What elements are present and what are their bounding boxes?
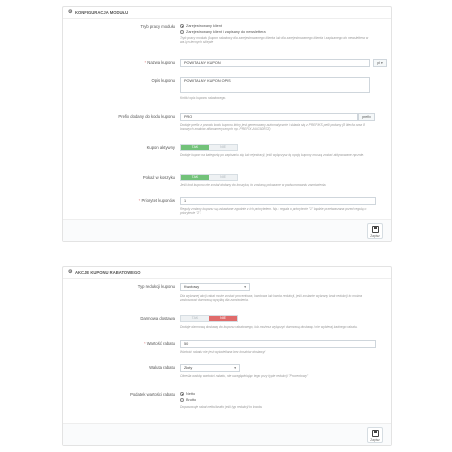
radio-dot[interactable]: [180, 398, 184, 402]
tax-help: Dopasowuje rabat netto/brutto jeśli typ redukcji to kwota.: [180, 405, 263, 409]
panel-footer: [63, 423, 391, 445]
free-shipping-label: Darmowa dostawa: [140, 316, 175, 321]
active-switch[interactable]: [180, 144, 238, 151]
free-shipping-switch[interactable]: [180, 315, 238, 322]
save-button[interactable]: Zapisz: [367, 223, 383, 239]
discount-value-help: Wartość rabatu nie jest wyświetlana bez kosztów dostawy!: [180, 350, 266, 354]
mode-help: Tryb pracy modułu (kupon rabatowy dla zarejestrowanego klienta lub dla zarejestrowanego klienta i zapisanego do newslettera w wa-lyn-tecnych sklepie: [180, 36, 369, 45]
cart-switch[interactable]: [180, 174, 238, 181]
reduction-type-select[interactable]: Kwotowy ▾: [180, 283, 250, 291]
radio-dot[interactable]: [180, 24, 184, 28]
panel-title: AKCJE KUPONU RABATOWEGO: [75, 270, 141, 275]
priority-help: Reguły zmiany kuponu są ustawiane zgodnie z ich priorytetem. Np.: reguła o priorytecie "1" będzie przetwarzana przed regułą o priorytecie "2".: [180, 207, 367, 216]
free-shipping-help: Dodaje darmową dostawę do kuponu rabatowego, lub możesz wyłączyć darmową dostawę i nie wybieraj żadnego rabatu.: [180, 325, 358, 329]
currency-help: Określa walutę wartości rabatu, nie uwzględniając tego przy typie redukcji "Procentowy": [180, 374, 309, 378]
gear-icon: ⚙: [68, 269, 73, 275]
mode-label: Tryb pracy modułu: [140, 24, 175, 29]
coupon-description-textarea[interactable]: POWITALNY KUPON OPIS: [180, 77, 370, 93]
save-button[interactable]: Zapisz: [367, 427, 383, 443]
radio-dot[interactable]: [180, 392, 184, 396]
reduction-type-label: Typ redukcji kuponu: [137, 284, 175, 289]
radio-label: Netto: [186, 392, 196, 396]
prefix-help: Dodaje prefix z przodu kodu kuponu który jest generowany automatycznie i składa się z PREFIKS pełli podany (8 liter/ia oraz 8 losowych znaków alfanumerycznych np. PREFIX-AUG92B7Z): [180, 123, 365, 132]
switch-yes[interactable]: TAK: [181, 175, 209, 180]
currency-label: Waluta rabatu: [149, 365, 175, 370]
active-help: Dodaje kupon na kategorię po zapisaniu się lub rejestracji, jeśli wyłączysz tę opcję kupony muszą zostać aktywowane ręcznie.: [180, 153, 365, 157]
save-icon: [372, 226, 379, 233]
coupon-name-label: * Nazwa kuponu: [144, 60, 175, 65]
panel-heading: [63, 7, 391, 19]
coupon-actions-panel: [62, 266, 392, 446]
chevron-down-icon: ▾: [234, 366, 236, 370]
switch-yes[interactable]: TAK: [181, 145, 209, 150]
cart-label: Pokaż w koszyku: [142, 175, 175, 180]
cart-help: Jeśli kod kuponu nie został dodany do koszyka, to zostaną pokazane w podsumowaniu zamówienia.: [180, 183, 327, 187]
reduction-type-help: Dla wybranej akcji rabat może zostać procentowa, kwotowa lub kwota redukcji, jeśli zostanie wybrany brak redukcji to można zastosować darmową wysyłkę dla zamówienia.: [180, 294, 363, 303]
radio-label: Brutto: [186, 398, 197, 402]
coupon-name-input[interactable]: POWITALNY KUPON: [180, 59, 370, 67]
language-dropdown[interactable]: pl ▾: [373, 59, 387, 67]
switch-no[interactable]: NIE: [220, 175, 226, 179]
active-label: Kupon aktywny: [146, 145, 175, 150]
mode-radio-newsletter[interactable]: [180, 30, 266, 34]
save-icon: [372, 430, 379, 437]
currency-select[interactable]: Złoty ▾: [180, 364, 240, 372]
priority-label: * Priorytet kuponów: [138, 198, 175, 203]
tax-label: Podatek wartości rabatu: [130, 392, 175, 397]
radio-dot[interactable]: [180, 30, 184, 34]
mode-radio-registered[interactable]: [180, 24, 222, 28]
priority-input[interactable]: 1: [180, 197, 376, 205]
chevron-down-icon: ▾: [244, 285, 246, 289]
switch-yes[interactable]: TAK: [191, 316, 199, 320]
switch-no[interactable]: NIE: [220, 145, 226, 149]
switch-no[interactable]: NIE: [209, 316, 237, 321]
tax-radio-netto[interactable]: [180, 392, 195, 396]
prefix-addon: prefix: [358, 113, 375, 121]
panel-title: KONFIGURACJA MODUŁU: [75, 10, 129, 15]
module-config-panel: [62, 6, 392, 242]
prefix-input[interactable]: PRO: [180, 113, 358, 121]
panel-footer: [63, 219, 391, 241]
panel-heading: [63, 267, 391, 279]
coupon-description-label: Opis kuponu: [151, 78, 175, 83]
gear-icon: ⚙: [68, 9, 73, 15]
radio-label: Zarejestrowany klient: [186, 24, 222, 28]
prefix-label: Prefix dodany do kodu kuponu: [118, 114, 175, 119]
radio-label: Zarejestrowany klient i zapisany do newslettera: [186, 30, 266, 34]
tax-radio-brutto[interactable]: [180, 398, 196, 402]
description-help: Krótki opis kuponu rabatowego.: [180, 96, 227, 100]
discount-value-input[interactable]: 50: [180, 340, 376, 348]
discount-value-label: * Wartość rabatu: [143, 341, 175, 346]
